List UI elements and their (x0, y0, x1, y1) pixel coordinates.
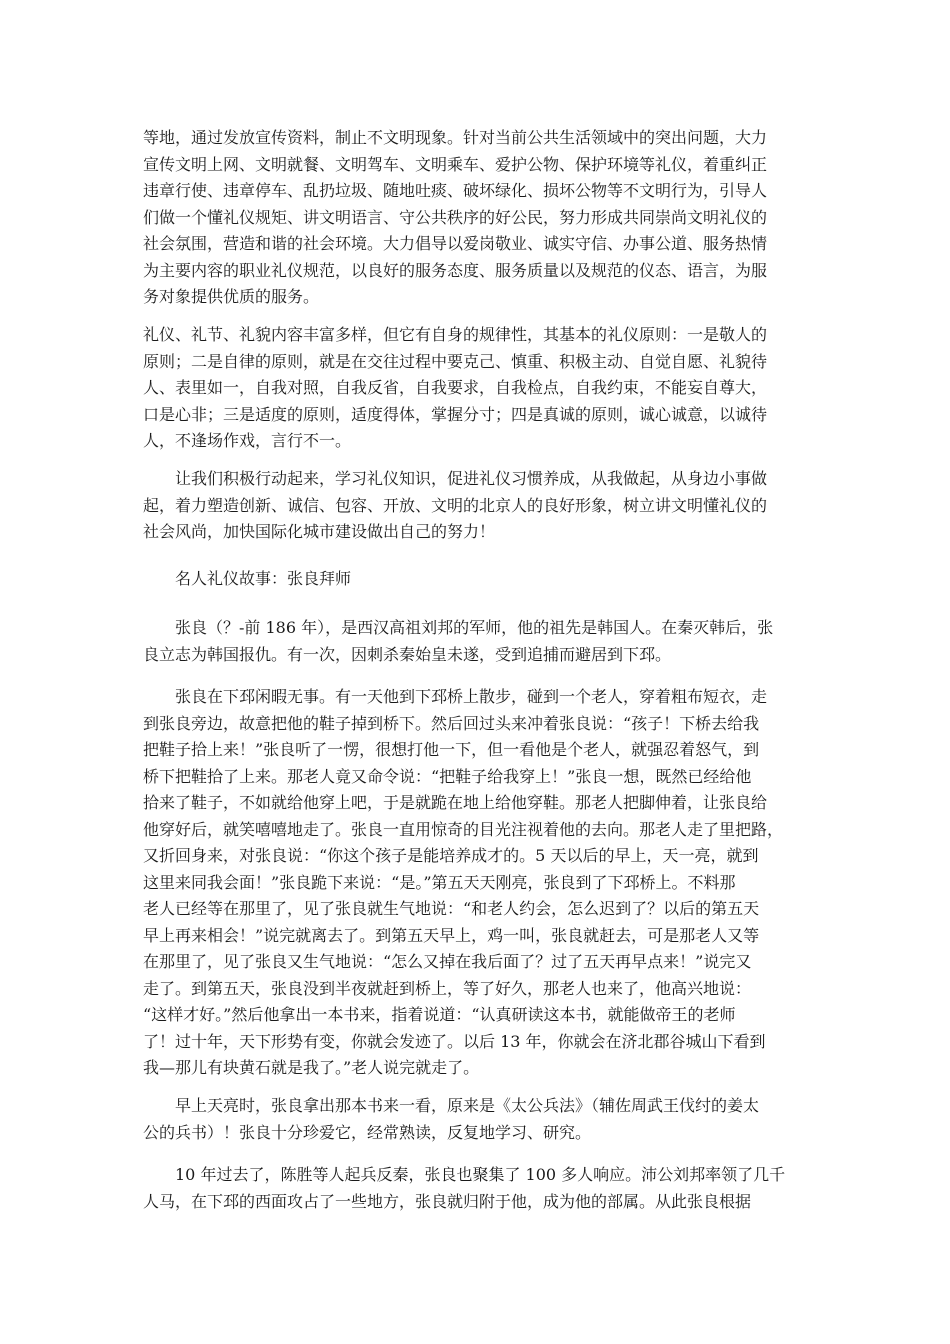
text-line: 10 年过去了，陈胜等人起兵反秦，张良也聚集了 100 多人响应。沛公刘邦率领了几千 (175, 1165, 786, 1184)
text-line: 等地，通过发放宣传资料，制止不文明现象。针对当前公共生活领域中的突出问题，大力 (143, 128, 768, 147)
paragraph-ten-years-later (143, 1162, 808, 1215)
paragraph-bridge-story (143, 684, 808, 1082)
text-line: 拾来了鞋子，不如就给他穿上吧，于是就跪在地上给他穿鞋。那老人把脚伸着，让张良给 (143, 793, 768, 812)
text-line: 们做一个懂礼仪规矩、讲文明语言、守公共秩序的好公民，努力形成共同崇尚文明礼仪的 (143, 207, 768, 227)
text-line: 公的兵书）！张良十分珍爱它，经常熟读，反复地学习、研究。 (143, 1122, 592, 1142)
paragraph-civility-campaign (143, 125, 808, 311)
text-line: 到张良旁边，故意把他的鞋子掉到桥下。然后回过头来冲着张良说：“孩子！下桥去给我 (143, 713, 760, 733)
paragraph-etiquette-principles (143, 322, 808, 455)
section-heading-zhang-liang (143, 566, 808, 593)
text-line: 为主要内容的职业礼仪规范，以良好的服务态度、服务质量以及规范的仪态、语言，为服 (143, 260, 768, 280)
text-line: 社会氛围，营造和谐的社会环境。大力倡导以爱岗敬业、诚实守信、办事公道、服务热情 (143, 234, 768, 253)
text-line: 起，着力塑造创新、诚信、包容、开放、文明的北京人的良好形象，树立讲文明懂礼仪的 (143, 495, 768, 515)
text-line: 张良（？-前 186 年），是西汉高祖刘邦的军师，他的祖先是韩国人。在秦灭韩后，张 (175, 618, 774, 637)
text-line: 早上天亮时，张良拿出那本书来一看，原来是《太公兵法》（辅佐周武王伐纣的姜太 (175, 1096, 760, 1115)
text-line: 宣传文明上网、文明就餐、文明驾车、文明乘车、爱护公物、保护环境等礼仪，着重纠正 (143, 154, 768, 174)
text-line: 人马，在下邳的西面攻占了一些地方，张良就归附于他，成为他的部属。从此张良根据 (143, 1191, 752, 1211)
text-line: 把鞋子拾上来！”张良听了一愣，很想打他一下，但一看他是个老人，就强忍着怒气，到 (143, 740, 760, 759)
text-line: 人，不逢场作戏，言行不一。 (143, 431, 352, 450)
text-line: 他穿好后，就笑嘻嘻地走了。张良一直用惊奇的目光注视着他的去向。那老人走了里把路， (143, 819, 784, 839)
text-line: 我—那儿有块黄石就是我了。”老人说完就走了。 (143, 1058, 480, 1077)
paragraph-art-of-war (143, 1093, 808, 1146)
text-line: 早上再来相会！”说完就离去了。到第五天早上，鸡一叫，张良就赶去，可是那老人又等 (143, 925, 760, 945)
text-line: 务对象提供优质的服务。 (143, 287, 320, 306)
text-line: 违章行使、违章停车、乱扔垃圾、随地吐痰、破坏绿化、损坏公物等不文明行为，引导人 (143, 181, 768, 200)
text-line: 人、表里如一，自我对照，自我反省，自我要求，自我检点，自我约束，不能妄自尊大， (143, 378, 768, 397)
text-line: “这样才好。”然后他拿出一本书来，指着说道：“认真研读这本书，就能做帝王的老师 (143, 1005, 736, 1024)
text-line: 在那里了，见了张良又生气地说：“怎么又掉在我后面了？过了五天再早点来！”说完又 (143, 952, 752, 971)
text-line: 了！过十年，天下形势有变，你就会发迹了。以后 13 年，你就会在济北郡谷城山下看到 (143, 1031, 766, 1051)
text-line: 桥下把鞋拾了上来。那老人竟又命令说：“把鞋子给我穿上！”张良一想，既然已经给他 (143, 766, 752, 786)
text-line: 又折回身来，对张良说：“你这个孩子是能培养成才的。5 天以后的早上，天一亮，就到 (143, 846, 759, 865)
text-line: 礼仪、礼节、礼貌内容丰富多样，但它有自身的规律性，其基本的礼仪原则：一是敬人的 (143, 325, 768, 344)
paragraph-zhang-liang-intro (143, 615, 808, 668)
text-line: 张良在下邳闲暇无事。有一天他到下邳桥上散步，碰到一个老人，穿着粗布短衣，走 (175, 687, 768, 706)
text-line: 让我们积极行动起来，学习礼仪知识，促进礼仪习惯养成，从我做起，从身边小事做 (175, 469, 768, 488)
text-line: 社会风尚，加快国际化城市建设做出自己的努力！ (143, 522, 496, 541)
text-line: 口是心非；三是适度的原则，适度得体，掌握分寸；四是真诚的原则，诚心诚意，以诚待 (143, 404, 768, 424)
text-line: 良立志为韩国报仇。有一次，因刺杀秦始皇未遂，受到追捕而避居到下邳。 (143, 644, 672, 664)
text-line: 原则；二是自律的原则，就是在交往过程中要克己、慎重、积极主动、自觉自愿、礼貌待 (143, 351, 768, 371)
story-title: 名人礼仪故事：张良拜师 (175, 569, 352, 588)
text-line: 走了。到第五天，张良没到半夜就赶到桥上，等了好久，那老人也来了，他高兴地说： (143, 978, 752, 998)
text-line: 这里来同我会面！”张良跪下来说：“是。”第五天天刚亮，张良到了下邳桥上。不料那 (143, 872, 736, 892)
paragraph-call-to-action (143, 466, 808, 546)
text-line: 老人已经等在那里了，见了张良就生气地说：“和老人约会，怎么迟到了？以后的第五天 (143, 899, 760, 918)
